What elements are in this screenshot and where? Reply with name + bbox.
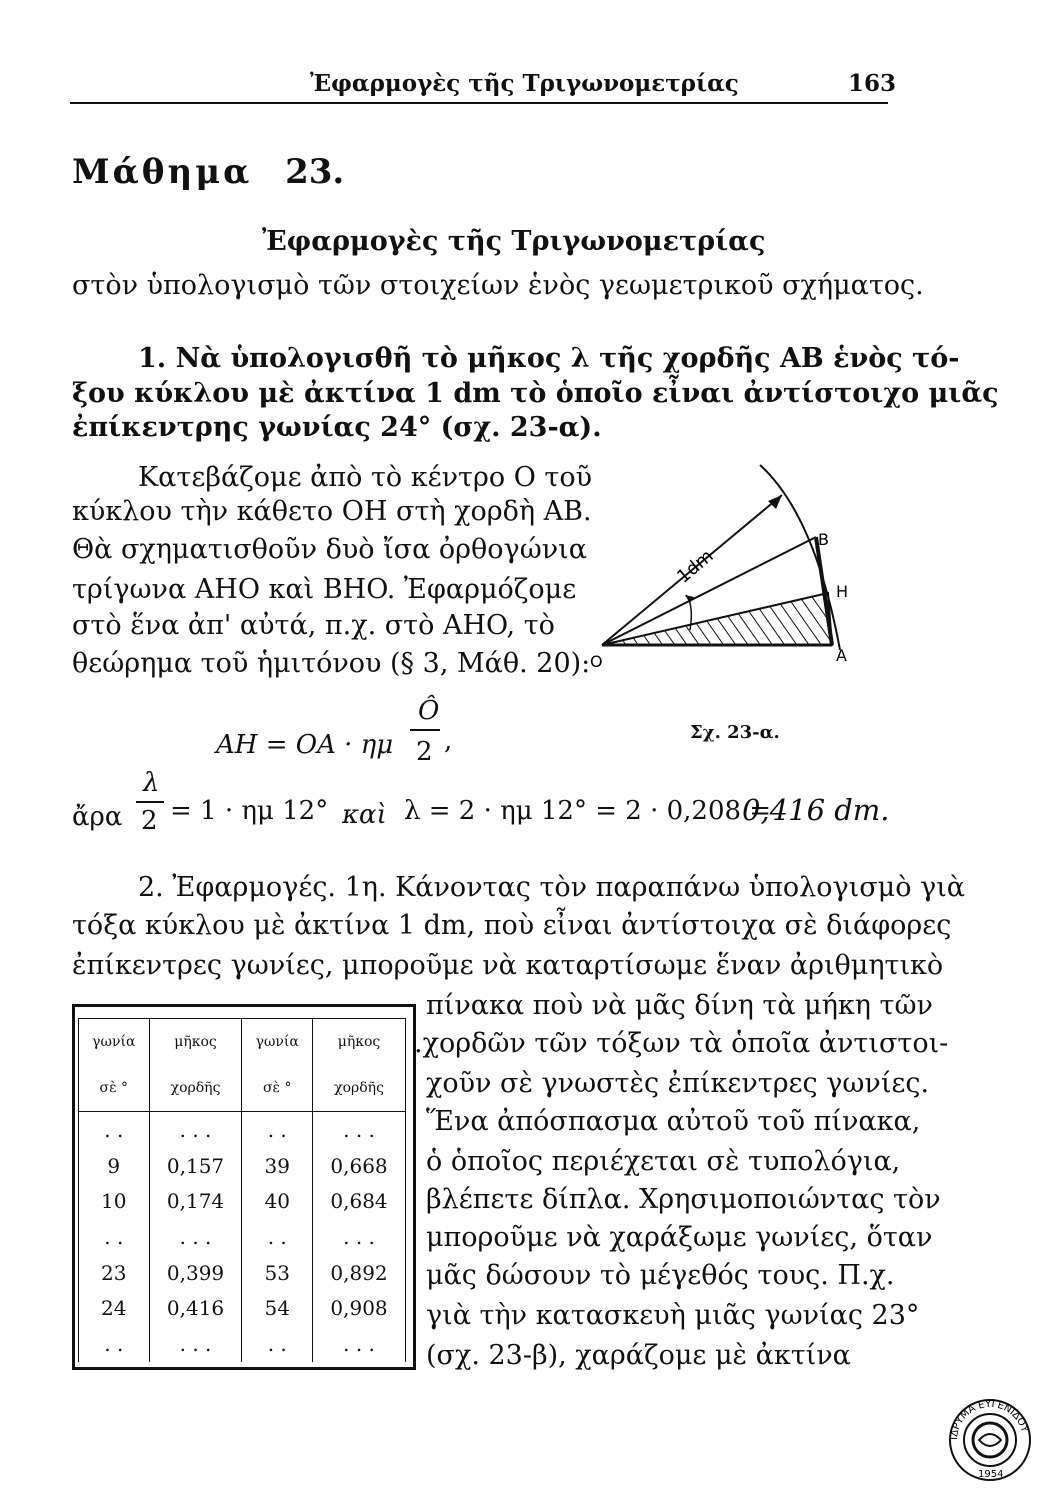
cell: 39 [242,1148,313,1184]
seal-year: 1954 [978,1469,1004,1480]
formula2-fraction-bar [136,801,164,803]
header-length-2: μῆκος [313,1019,406,1066]
cell: 53 [242,1255,313,1291]
seal-text: ΙΔΡΥΜΑ ΕΥΓΕΝΙΔΟΥ [948,1398,1030,1441]
section1-line2: ξου κύκλου μὲ ἀκτίνα 1 dm τὸ ὁποῖο εἶναι ἀντίστοιχο μιᾶς [72,378,999,409]
cell: . . . [313,1326,406,1362]
table-row [79,1184,406,1220]
right-line9: γιὰ τὴν κατασκευὴ μιᾶς γωνίας 23° [426,1300,920,1331]
label-H: H [836,582,849,601]
cell: 0,684 [313,1184,406,1220]
header-length-unit-2: χορδῆς [313,1065,406,1112]
table-row [79,1112,406,1148]
formula2-part3: λ = 2 · ημ 12° = 2 · 0,208 = [404,796,772,826]
cell: . . [242,1219,313,1255]
lesson-label: Μάθημα [72,152,253,192]
lesson-title-line2: στὸν ὑπολογισμὸ τῶν στοιχείων ἑνὸς γεωμετρικοῦ σχήματος. [72,270,924,301]
table-header-row1 [79,1019,406,1066]
header-angle-1: γωνία [79,1019,150,1066]
figure-23a [590,455,870,685]
right-line1: πίνακα ποὺ νὰ μᾶς δίνη τὰ μήκη τῶν [426,990,933,1021]
formula2-result: 0,416 dm. [742,793,890,827]
section1-line3: ἐπίκεντρης γωνίας 24° (σχ. 23-α). [72,412,602,443]
label-A: A [836,646,847,665]
cell: . . . [149,1219,242,1255]
cell: 23 [79,1255,150,1291]
formula2-frac-den: 2 [141,806,158,836]
cell: . . [242,1326,313,1362]
cell: 0,892 [313,1255,406,1291]
header-angle-unit-1: σὲ ° [79,1065,150,1112]
cell: 0,416 [149,1291,242,1327]
cell: . . [79,1219,150,1255]
section2-line1: 2. Ἐφαρμογές. 1η. Κάνοντας τὸν παραπάνω ὑπολογισμὸ γιὰ [138,872,966,903]
right-line3: χοῦν σὲ γνωστὲς ἐπίκεντρες γωνίες. [426,1068,930,1099]
lesson-heading [72,152,344,192]
running-title: Ἐφαρμογὲς τῆς Τριγωνομετρίας [310,70,739,97]
right-line2: .χορδῶν τῶν τόξων τὰ ὁποῖα ἀντιστοι- [414,1028,949,1059]
cell: . . [242,1112,313,1148]
table-row [79,1326,406,1362]
table-header-row2 [79,1065,406,1112]
cell: . . . [313,1112,406,1148]
para-line5: στὸ ἕνα ἀπ' αὐτά, π.χ. στὸ AHO, τὸ [72,610,555,641]
chord-table [78,1018,406,1362]
para-line4: τρίγωνα AHO καὶ BHO. Ἐφαρμόζομε [72,574,577,605]
header-length-unit-1: χορδῆς [149,1065,242,1112]
cell: 54 [242,1291,313,1327]
label-radius: 1dm [673,545,718,588]
right-line8: μᾶς δώσουν τὸ μέγεθός τους. Π.χ. [426,1260,895,1291]
cell: 0,668 [313,1148,406,1184]
header-rule [70,102,888,104]
table-row [79,1219,406,1255]
formula2-part2: καὶ [342,800,387,830]
section2-line3: ἐπίκεντρες γωνίες, μποροῦμε νὰ καταρτίσωμε ἕναν ἀριθμητικὸ [72,950,944,981]
radius-arrowhead [768,495,782,509]
cell: . . . [313,1219,406,1255]
table-row [79,1291,406,1327]
formula1-numerator: Ô [418,696,440,726]
page-number: 163 [848,70,897,97]
cell: 24 [79,1291,150,1327]
cell: 0,399 [149,1255,242,1291]
cell: 0,174 [149,1184,242,1220]
para-line1: Κατεβάζομε ἀπὸ τὸ κέντρο O τοῦ [138,462,593,493]
formula1-lhs: AH = OA · ημ [216,730,394,760]
para-line6: θεώρημα τοῦ ἡμιτόνου (§ 3, Μάθ. 20): [72,648,591,679]
right-line7: μποροῦμε νὰ χαράξωμε γωνίες, ὅταν [426,1222,933,1253]
right-line5: ὁ ὁποῖος περιέχεται σὲ τυπολόγια, [426,1146,901,1177]
cell: . . [79,1112,150,1148]
cell: 9 [79,1148,150,1184]
table-row [79,1148,406,1184]
hatched-triangle [602,593,832,645]
cell: . . . [149,1326,242,1362]
section2-line2: τόξα κύκλου μὲ ἀκτίνα 1 dm, ποὺ εἶναι ἀντίστοιχα σὲ διάφορες [72,910,952,941]
cell: 10 [79,1184,150,1220]
right-line4: Ἕνα ἀπόσπασμα αὐτοῦ τοῦ πίνακα, [426,1106,921,1137]
formula1-comma: , [444,726,453,756]
label-B: B [818,530,829,549]
cell: . . . [149,1112,242,1148]
label-O: O [590,652,603,671]
cell: 0,157 [149,1148,242,1184]
cell: 40 [242,1184,313,1220]
section1-line1: 1. Νὰ ὑπολογισθῆ τὸ μῆκος λ τῆς χορδῆς AB ἑνὸς τό- [138,343,960,374]
formula1-denominator: 2 [416,737,433,767]
formula2-frac-num: λ [143,768,160,798]
para-line2: κύκλου τὴν κάθετο OH στὴ χορδὴ AB. [72,496,592,527]
formula2-prefix: ἄρα [72,802,123,832]
header-angle-2: γωνία [242,1019,313,1066]
table-row [79,1255,406,1291]
para-line3: Θὰ σχηματισθοῦν δυὸ ἴσα ὀρθογώνια [72,534,587,565]
cell: . . [79,1326,150,1362]
formula1-fraction-bar [410,729,440,731]
foundation-seal-icon [945,1395,1035,1485]
lesson-number: 23. [285,152,345,192]
right-line6: βλέπετε δίπλα. Χρησιμοποιώντας τὸν [426,1184,941,1215]
formula2-part1: = 1 · ημ 12° [170,796,329,826]
header-length-1: μῆκος [149,1019,242,1066]
header-angle-unit-2: σὲ ° [242,1065,313,1112]
cell: 0,908 [313,1291,406,1327]
figure-caption: Σχ. 23-α. [690,722,780,743]
lesson-title-line1: Ἐφαρμογὲς τῆς Τριγωνομετρίας [262,226,766,257]
right-line10: (σχ. 23-β), χαράζομε μὲ ἀκτίνα [426,1340,851,1371]
